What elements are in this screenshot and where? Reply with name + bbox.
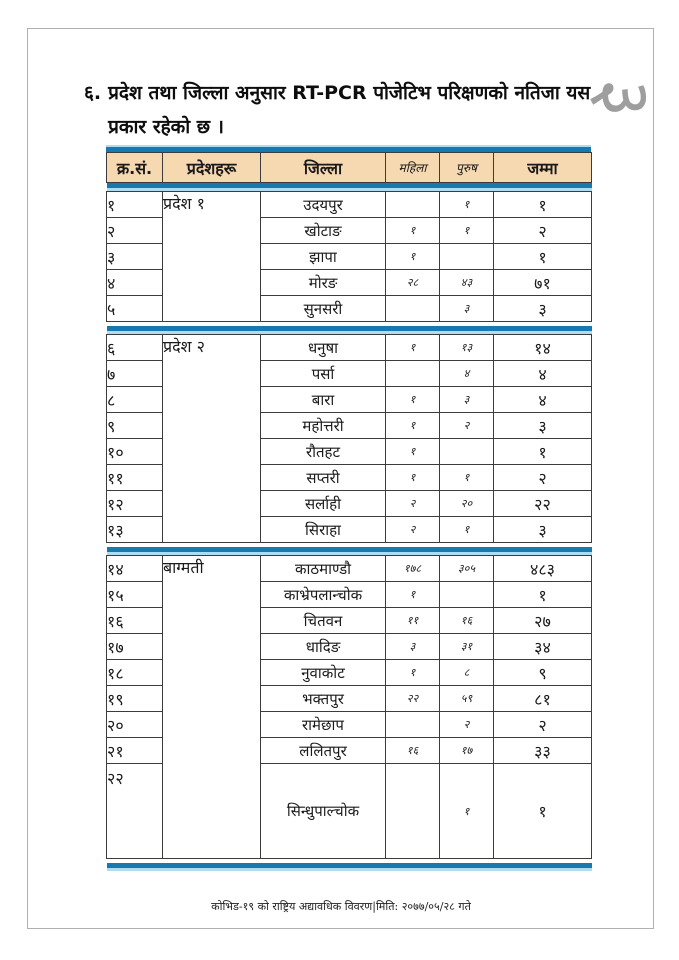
total-count-cell: ३ xyxy=(494,517,592,543)
serial-number-cell: १४ xyxy=(107,556,163,582)
table-bottom-bar xyxy=(107,859,592,872)
serial-number-cell: १९ xyxy=(107,686,163,712)
female-count-cell: १ xyxy=(386,439,440,465)
district-cell: धनुषा xyxy=(261,335,386,361)
total-count-cell: १ xyxy=(494,764,592,859)
female-count-cell: २८ xyxy=(386,270,440,296)
female-count-cell: १ xyxy=(386,413,440,439)
serial-number-cell: २१ xyxy=(107,738,163,764)
section-heading xyxy=(84,76,590,144)
table-row xyxy=(107,192,592,218)
district-cell: धादिङ xyxy=(261,634,386,660)
serial-number-cell: २२ xyxy=(107,764,163,859)
male-count-cell: १ xyxy=(440,218,494,244)
serial-number-cell: ५ xyxy=(107,296,163,322)
district-cell: काठमाण्डौ xyxy=(261,556,386,582)
district-cell: झापा xyxy=(261,244,386,270)
serial-number-cell: १२ xyxy=(107,491,163,517)
total-count-cell: ९ xyxy=(494,660,592,686)
table-row xyxy=(107,335,592,361)
female-count-cell: १ xyxy=(386,218,440,244)
serial-number-cell: ६ xyxy=(107,335,163,361)
serial-number-cell: ८ xyxy=(107,387,163,413)
male-count-cell: १ xyxy=(440,517,494,543)
table-top-bar xyxy=(106,145,591,152)
serial-number-cell: ७ xyxy=(107,361,163,387)
heading-line-2: प्रकार रहेको छ । xyxy=(108,116,224,138)
district-cell: ललितपुर xyxy=(261,738,386,764)
female-count-cell: १ xyxy=(386,335,440,361)
district-cell: सिन्धुपाल्चोक xyxy=(261,764,386,859)
male-count-cell: १ xyxy=(440,764,494,859)
header-total: जम्मा xyxy=(494,153,592,183)
header-female: महिला xyxy=(386,153,440,183)
male-count-cell: ३ xyxy=(440,387,494,413)
female-count-cell: २ xyxy=(386,491,440,517)
female-count-cell: ११ xyxy=(386,608,440,634)
total-count-cell: २ xyxy=(494,218,592,244)
header-serial-number: क्र.सं. xyxy=(107,153,163,183)
total-count-cell: ८१ xyxy=(494,686,592,712)
header-bottom-bar xyxy=(107,183,592,192)
heading-number: ६. xyxy=(84,82,102,104)
province-cell: बाग्मती xyxy=(163,556,261,859)
serial-number-cell: १० xyxy=(107,439,163,465)
total-count-cell: ४ xyxy=(494,387,592,413)
serial-number-cell: १ xyxy=(107,192,163,218)
total-count-cell: १ xyxy=(494,439,592,465)
province-cell: प्रदेश १ xyxy=(163,192,261,322)
district-cell: नुवाकोट xyxy=(261,660,386,686)
table-row xyxy=(107,556,592,582)
male-count-cell: ५९ xyxy=(440,686,494,712)
district-cell: चितवन xyxy=(261,608,386,634)
province-section-separator xyxy=(107,543,592,556)
results-table-wrapper xyxy=(106,145,591,871)
total-count-cell: ३३ xyxy=(494,738,592,764)
serial-number-cell: १७ xyxy=(107,634,163,660)
female-count-cell xyxy=(386,361,440,387)
total-count-cell: १ xyxy=(494,192,592,218)
heading-text xyxy=(108,76,590,144)
serial-number-cell: ३ xyxy=(107,244,163,270)
serial-number-cell: १८ xyxy=(107,660,163,686)
total-count-cell: २ xyxy=(494,712,592,738)
female-count-cell xyxy=(386,764,440,859)
province-cell: प्रदेश २ xyxy=(163,335,261,543)
total-count-cell: २२ xyxy=(494,491,592,517)
district-cell: उदयपुर xyxy=(261,192,386,218)
heading-line-1: प्रदेश तथा जिल्ला अनुसार RT-PCR पोजेटिभ परिक्षणको नतिजा यस xyxy=(108,82,591,104)
province-section-separator xyxy=(107,322,592,335)
total-count-cell: १४ xyxy=(494,335,592,361)
header-provinces: प्रदेशहरू xyxy=(163,153,261,183)
serial-number-cell: ९ xyxy=(107,413,163,439)
total-count-cell: ४८३ xyxy=(494,556,592,582)
male-count-cell: २० xyxy=(440,491,494,517)
district-cell: रामेछाप xyxy=(261,712,386,738)
district-cell: खोटाङ xyxy=(261,218,386,244)
total-count-cell: ३ xyxy=(494,413,592,439)
district-cell: पर्सा xyxy=(261,361,386,387)
total-count-cell: ४ xyxy=(494,361,592,387)
total-count-cell: ३ xyxy=(494,296,592,322)
male-count-cell: ३१ xyxy=(440,634,494,660)
female-count-cell: १६ xyxy=(386,738,440,764)
header-district: जिल्ला xyxy=(261,153,386,183)
male-count-cell: २ xyxy=(440,712,494,738)
rtpcr-results-table xyxy=(106,152,592,871)
page-footer: कोभिड-१९ को राष्ट्रिय अद्यावधिक विवरण|मिति: २०७७/०५/२८ गते xyxy=(211,900,471,913)
district-cell: मोरङ xyxy=(261,270,386,296)
male-count-cell: ४ xyxy=(440,361,494,387)
female-count-cell: १ xyxy=(386,582,440,608)
male-count-cell: ३०५ xyxy=(440,556,494,582)
male-count-cell: ८ xyxy=(440,660,494,686)
district-cell: महोत्तरी xyxy=(261,413,386,439)
female-count-cell xyxy=(386,192,440,218)
female-count-cell: १ xyxy=(386,244,440,270)
table-header-row xyxy=(107,153,592,183)
male-count-cell: ३ xyxy=(440,296,494,322)
total-count-cell: १ xyxy=(494,582,592,608)
female-count-cell: १ xyxy=(386,465,440,491)
female-count-cell: ३ xyxy=(386,634,440,660)
serial-number-cell: ४ xyxy=(107,270,163,296)
male-count-cell: ४३ xyxy=(440,270,494,296)
serial-number-cell: १६ xyxy=(107,608,163,634)
district-cell: बारा xyxy=(261,387,386,413)
serial-number-cell: १३ xyxy=(107,517,163,543)
male-count-cell: १७ xyxy=(440,738,494,764)
female-count-cell: २२ xyxy=(386,686,440,712)
female-count-cell xyxy=(386,712,440,738)
female-count-cell: २ xyxy=(386,517,440,543)
male-count-cell xyxy=(440,244,494,270)
district-cell: भक्तपुर xyxy=(261,686,386,712)
male-count-cell: १ xyxy=(440,465,494,491)
district-cell: सुनसरी xyxy=(261,296,386,322)
table-body xyxy=(107,183,592,872)
female-count-cell: १ xyxy=(386,660,440,686)
total-count-cell: १ xyxy=(494,244,592,270)
serial-number-cell: २ xyxy=(107,218,163,244)
male-count-cell: १६ xyxy=(440,608,494,634)
total-count-cell: २ xyxy=(494,465,592,491)
male-count-cell: १ xyxy=(440,192,494,218)
male-count-cell: २ xyxy=(440,413,494,439)
header-male: पुरुष xyxy=(440,153,494,183)
page-number-watermark: ३ xyxy=(580,78,669,118)
district-cell: सप्तरी xyxy=(261,465,386,491)
female-count-cell xyxy=(386,296,440,322)
table-header xyxy=(107,153,592,183)
district-cell: रौतहट xyxy=(261,439,386,465)
serial-number-cell: १५ xyxy=(107,582,163,608)
district-cell: सिराहा xyxy=(261,517,386,543)
serial-number-cell: ११ xyxy=(107,465,163,491)
district-cell: काभ्रेपलान्चोक xyxy=(261,582,386,608)
total-count-cell: ७१ xyxy=(494,270,592,296)
male-count-cell xyxy=(440,582,494,608)
female-count-cell: १७८ xyxy=(386,556,440,582)
district-cell: सर्लाही xyxy=(261,491,386,517)
total-count-cell: ३४ xyxy=(494,634,592,660)
serial-number-cell: २० xyxy=(107,712,163,738)
female-count-cell: १ xyxy=(386,387,440,413)
male-count-cell xyxy=(440,439,494,465)
male-count-cell: १३ xyxy=(440,335,494,361)
total-count-cell: २७ xyxy=(494,608,592,634)
